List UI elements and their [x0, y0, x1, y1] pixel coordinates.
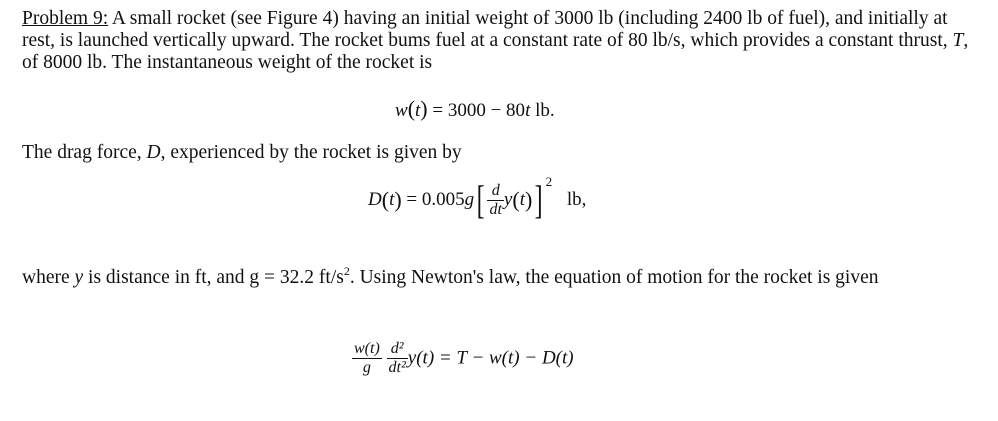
g-denominator: g — [362, 359, 371, 376]
eq1-lhs: w — [395, 100, 408, 121]
eq2-exponent: 2 — [545, 174, 553, 189]
eq2-arg: t — [389, 189, 395, 210]
weight-over-g-fraction — [352, 340, 382, 377]
dt-denominator: dt — [489, 200, 502, 218]
problem-label: Problem 9: — [22, 8, 109, 29]
drag-text-end: , experienced by the rocket is given by — [160, 142, 462, 163]
eq2-y-arg: t — [519, 189, 525, 210]
left-bracket: [ — [476, 177, 485, 222]
where-y-symbol: y — [74, 267, 84, 288]
weight-equation: w(t) = 3000 − 80t lb. — [395, 96, 555, 121]
eq2-y: y — [503, 189, 513, 210]
drag-equation: D(t) = 0.005g[ $\frac{d}{dt}$ y(t)] $^2$ lb, — [368, 174, 587, 222]
eq1-unit: lb. — [530, 100, 555, 121]
w-numerator: w(t) — [354, 340, 380, 357]
drag-symbol: D — [146, 142, 161, 163]
derivative-fraction — [487, 182, 503, 219]
eq2-lhs: D — [368, 189, 382, 210]
eq2-coef: = 0.005 — [406, 189, 465, 210]
where-text-end: . Using Newton's law, the equation of motion for the rocket is given — [349, 267, 879, 288]
eq2-unit: lb, — [566, 189, 587, 210]
right-bracket: ] — [534, 177, 543, 222]
where-superscript: 2 — [343, 263, 350, 278]
motion-equation — [352, 340, 574, 377]
problem-intro-text: A small rocket (see Figure 4) having an initial weight of 3000 lb (including 2400 lb of fuel), and initially at rest, is launched vertically upward. The rocket bums fuel at a constant rate of 80 lb/s, which provides a constant thrust, — [22, 8, 953, 51]
where-text-start: where — [22, 267, 75, 288]
drag-text-start: The drag force, — [22, 142, 147, 163]
drag-sentence — [22, 142, 972, 164]
thrust-symbol: T — [952, 30, 964, 51]
problem-statement — [22, 8, 972, 74]
where-sentence — [22, 262, 972, 293]
second-derivative-fraction — [387, 340, 408, 377]
problem-intro-end: , of 8000 lb. The instantaneous weight of the rocket is — [22, 30, 969, 73]
eq1-var: t — [525, 100, 531, 121]
where-text-middle: is distance in ft, and g = 32.2 ft/s — [83, 267, 344, 288]
d2-numerator: d² — [387, 340, 408, 359]
eq1-rhs: = 3000 − 80 — [432, 100, 526, 121]
eq2-g: g — [464, 189, 475, 210]
d-numerator: d — [487, 182, 503, 201]
eq1-arg: t — [415, 100, 421, 121]
eq3-rest: y(t) = T − w(t) − D(t) — [407, 347, 574, 369]
dt2-denominator: dt² — [388, 359, 406, 376]
